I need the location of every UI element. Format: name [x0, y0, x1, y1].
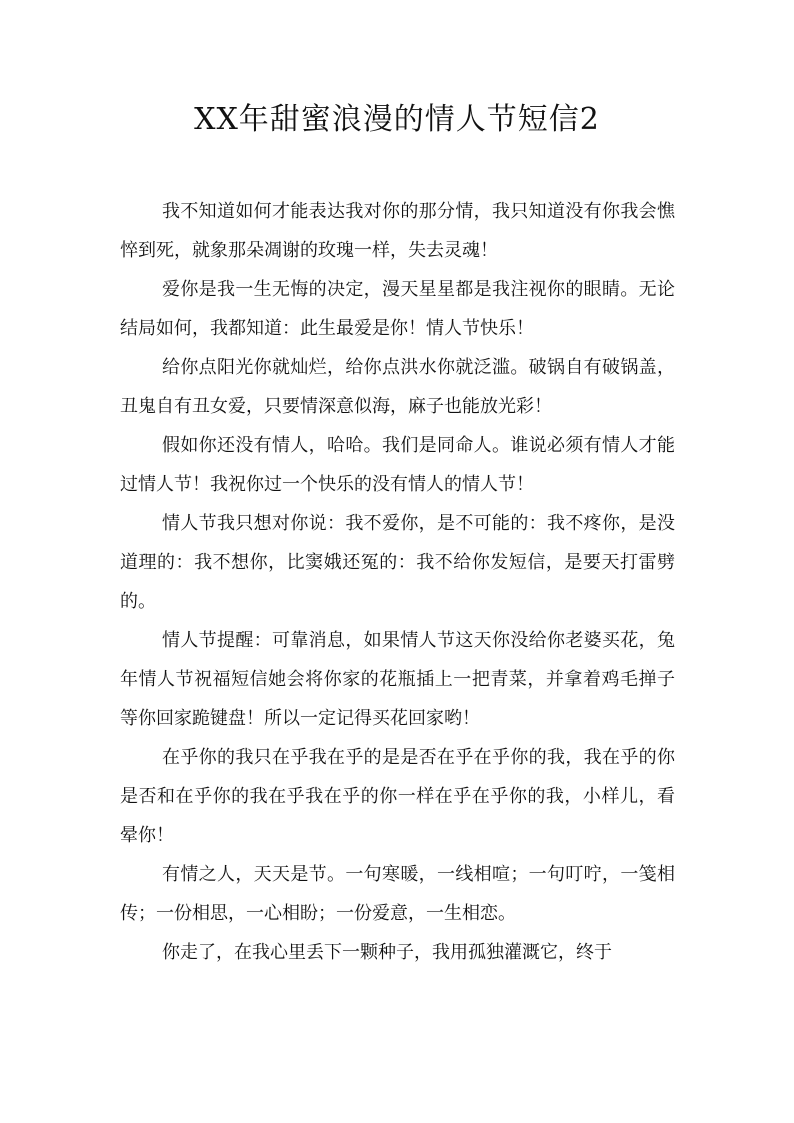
paragraph: 爱你是我一生无悔的决定，漫天星星都是我注视你的眼睛。无论结局如何，我都知道：此生最爱是你！情人节快乐！ — [120, 279, 675, 339]
document-title: XX年甜蜜浪漫的情人节短信2 — [194, 102, 600, 137]
paragraph: 假如你还没有情人，哈哈。我们是同命人。谁说必须有情人才能过情人节！我祝你过一个快乐的没有情人的情人节！ — [120, 435, 675, 495]
paragraph: 我不知道如何才能表达我对你的那分情，我只知道没有你我会憔悴到死，就象那朵凋谢的玫瑰一样，失去灵魂！ — [120, 201, 675, 261]
paragraph: 有情之人，天天是节。一句寒暖，一线相喧；一句叮咛，一笺相传；一份相思，一心相盼；一份爱意，一生相恋。 — [120, 864, 675, 924]
paragraph: 情人节提醒：可靠消息，如果情人节这天你没给你老婆买花，兔年情人节祝福短信她会将你家的花瓶插上一把青菜，并拿着鸡毛掸子等你回家跪键盘！所以一定记得买花回家哟！ — [120, 630, 675, 729]
paragraph: 你走了，在我心里丢下一颗种子，我用孤独灌溉它，终于 — [162, 942, 612, 963]
paragraph: 情人节我只想对你说：我不爱你，是不可能的：我不疼你，是没道理的：我不想你，比窦娥还冤的：我不给你发短信，是要天打雷劈的。 — [120, 513, 675, 612]
paragraph: 在乎你的我只在乎我在乎的是是否在乎在乎你的我，我在乎的你是否和在乎你的我在乎我在乎的你一样在乎在乎你的我，小样儿，看晕你！ — [120, 747, 675, 846]
paragraph: 给你点阳光你就灿烂，给你点洪水你就泛滥。破锅自有破锅盖，丑鬼自有丑女爱，只要情深意似海，麻子也能放光彩！ — [120, 357, 675, 417]
document-body — [120, 192, 675, 972]
